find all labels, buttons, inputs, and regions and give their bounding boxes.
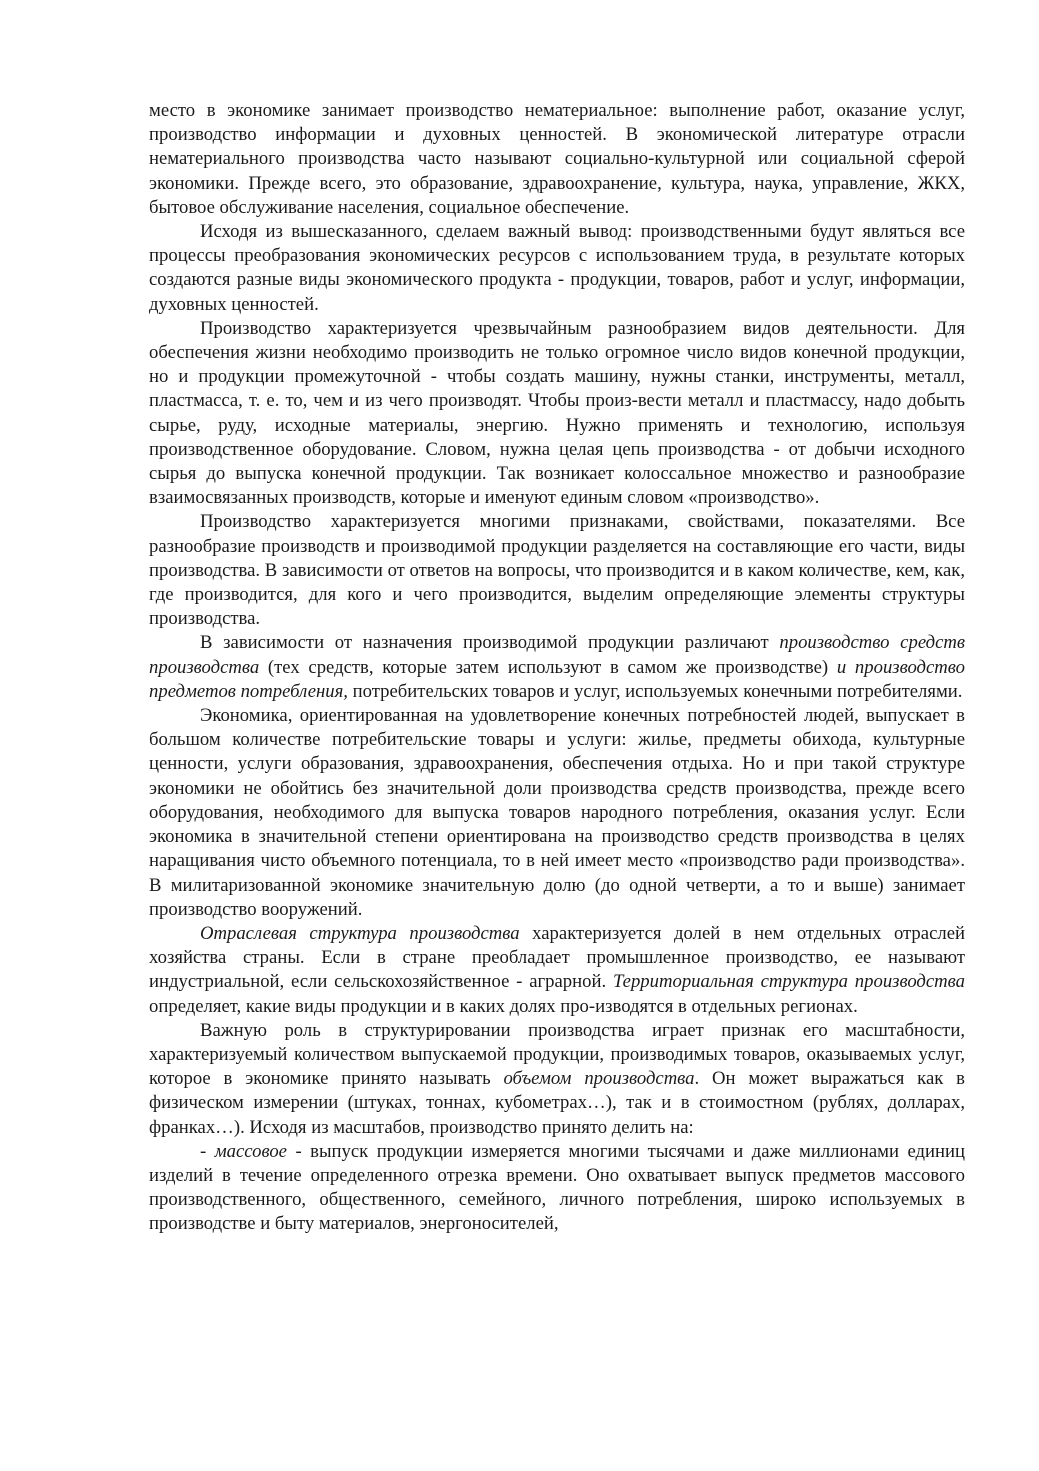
term-production-volume: объемом производства xyxy=(503,1068,695,1090)
list-item-mass-production xyxy=(149,1140,965,1237)
term-mass-production: массовое xyxy=(214,1140,287,1162)
paragraph-sector-structure xyxy=(149,922,965,1019)
paragraph-text: (тех средств, которые затем используют в самом же производстве) xyxy=(259,656,837,678)
paragraph-conclusion xyxy=(149,220,965,317)
paragraph-text: Производство характеризуется многими признаками, свойствами, показателями. Все разнообразие производств и производимой продукции разделяется на составляющие его части, виды производства. В зависимости от ответов на вопросы, что производится и в каком количестве, кем, как, где производится, для кого и чего производится, выделим определяющие элементы структуры производства. xyxy=(149,511,965,630)
list-item-dash: - xyxy=(200,1140,215,1162)
paragraph-text: потребительских товаров и услуг, используемых конечными потребителями. xyxy=(347,680,963,702)
term-consumer-goods: и производство предметов потребления, xyxy=(149,656,965,702)
paragraph-text: Производство характеризуется чрезвычайным разнообразием видов деятельности. Для обеспечения жизни необходимо производить не только огромное число видов конечной продукции, но и продукции промежуточной - чтобы создать машину, нужны станки, инструменты, металл, пластмасса, т. е. то, чем и из чего производят. Чтобы произ-вести металл и пластмассу, надо добыть сырье, руду, исходные материалы, энергию. Нужно применять и технологию, используя производственное оборудование. Словом, нужна целая цепь производства - от добычи исходного сырья до выпуска конечной продукции. Так возникает колоссальное множество и разнообразие взаимосвязанных производств, которые и именуют единым словом «производство». xyxy=(149,317,965,509)
paragraph-text: Важную роль в структурировании производства играет признак его масштабности, характеризуемый количеством выпускаемой продукции, производимых товаров, оказываемых услуг, которое в экономике принято называть xyxy=(149,1019,965,1090)
paragraph-production-scale xyxy=(149,1019,965,1140)
paragraph-nonmaterial-production xyxy=(149,99,965,220)
paragraph-production-purpose xyxy=(149,631,965,704)
paragraph-text: место в экономике занимает производство нематериальное: выполнение работ, оказание услуг, производство информации и духовных ценностей. В экономической литературе отрасли нематериального производства часто называют социально-культурной или социальной сферой экономики. Прежде всего, это образование, здравоохранение, культура, наука, управление, ЖКХ, бытовое обслуживание населения, социальное обеспечение. xyxy=(149,100,965,218)
document-page xyxy=(149,99,965,1237)
paragraph-text: Исходя из вышесказанного, сделаем важный вывод: производственными будут являться все процессы преобразования экономических ресурсов с использованием труда, в результате которых создаются разные виды экономического продукта - продукции, товаров, работ и услуг, информации, духовных ценностей. xyxy=(149,221,965,315)
term-territorial-structure: Территориальная структура производства xyxy=(612,971,966,993)
term-means-of-production: производство средств производства xyxy=(149,632,966,678)
paragraph-text: . Он может выражаться как в физическом измерении (штуках, тоннах, кубометрах…), так и в стоимостном (рублях, долларах, франках…). Исходя из масштабов, производство принято делить на: xyxy=(149,1068,965,1138)
paragraph-text: характеризуется долей в нем отдельных отраслей хозяйства страны. Если в стране преобладает промышленное производство, ее называют индустриальной, если сельскохозяйственное - аграрной. xyxy=(149,922,965,993)
term-sector-structure: Отраслевая структура производства xyxy=(200,922,520,944)
paragraph-text: - выпуск продукции измеряется многими тысячами и даже миллионами единиц изделий в течение определенного отрезка времени. Оно охватывает выпуск предметов массового производственного, общественного, семейного, личного потребления, широко используемых в производстве и быту материалов, энергоносителей, xyxy=(149,1140,966,1235)
paragraph-text: Экономика, ориентированная на удовлетворение конечных потребностей людей, выпускает в большом количестве потребительские товары и услуги: жилье, предметы обихода, культурные ценности, услуги образования, здравоохранения, обеспечения отдыха. Но и при такой структуре экономики не обойтись без значительной доли производства средств производства, прежде всего оборудования, необходимого для выпуска товаров народного потребления, оказания услуг. Если экономика в значительной степени ориентирована на производство средств производства в целях наращивания чисто объемного потенциала, то в ней имеет место «производство ради производства». В милитаризованной экономике значительную долю (до одной четверти, а то и выше) занимает производство вооружений. xyxy=(149,705,965,920)
paragraph-text: В зависимости от назначения производимой продукции различают xyxy=(200,632,780,654)
paragraph-consumer-economy xyxy=(149,704,965,922)
paragraph-production-attributes xyxy=(149,510,965,631)
paragraph-production-diversity xyxy=(149,317,965,511)
paragraph-text: определяет, какие виды продукции и в каких долях про-изводятся в отдельных регионах. xyxy=(149,995,858,1017)
